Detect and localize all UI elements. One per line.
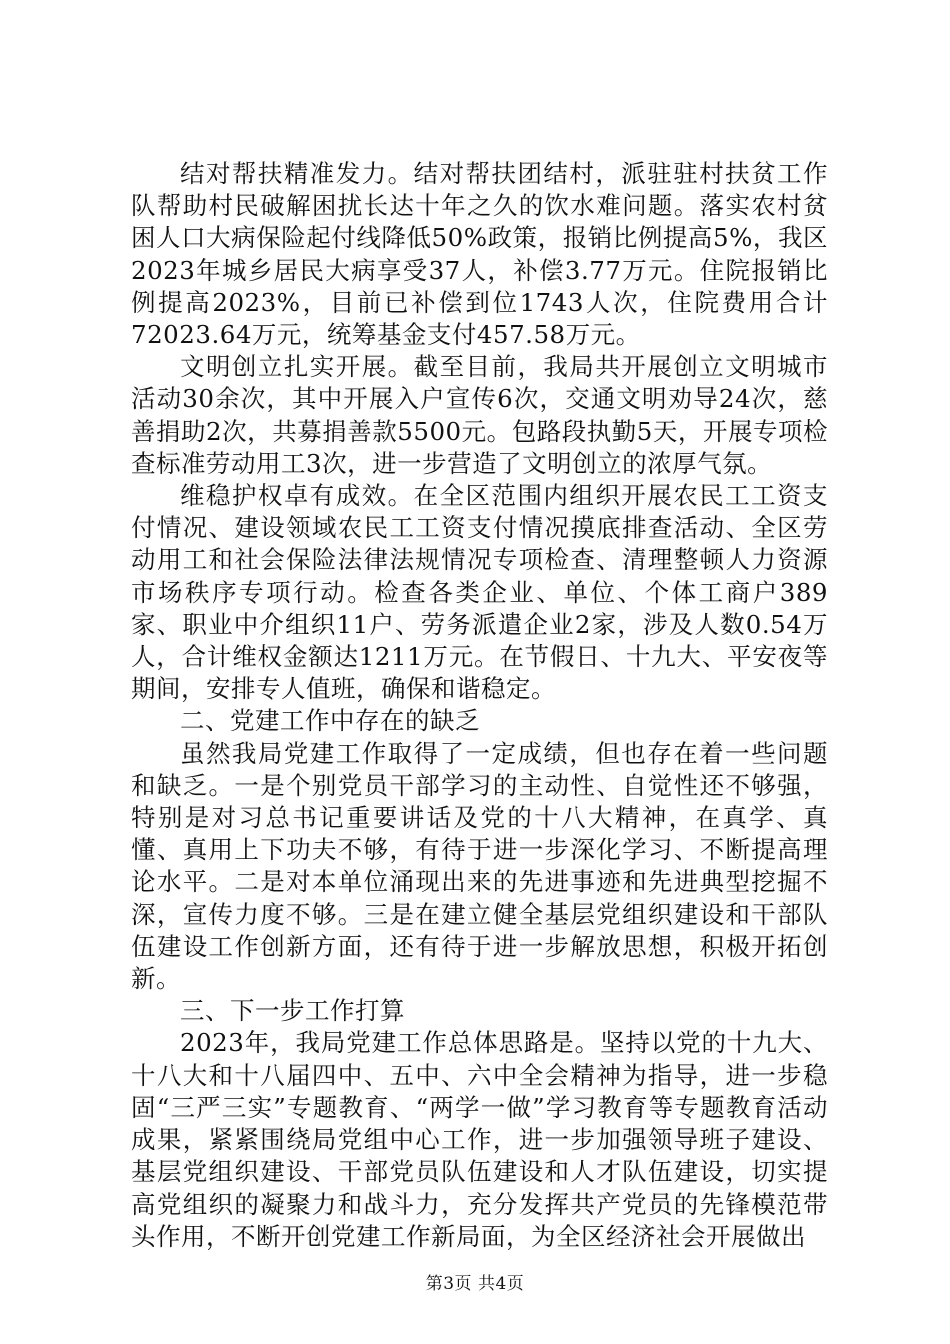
document-body: [131, 158, 828, 1253]
paragraph-civilization-building: 文明创立扎实开展。截至目前，我局共开展创立文明城市活动30余次，其中开展入户宣传6次，交通文明劝导24次，慈善捐助2次，共募捐善款5500元。包路段执勤5天，开展专项检查标准劳动用工3次，进一步营造了文明创立的浓厚气氛。: [131, 352, 828, 478]
section-heading-next-steps: 三、下一步工作打算: [180, 996, 405, 1026]
paragraph-rights-protection: 维稳护权卓有成效。在全区范围内组织开展农民工工资支付情况、建设领域农民工工资支付情况摸底排查活动、全区劳动用工和社会保险法律法规情况专项检查、清理整顿人力资源市场秩序专项行动。检查各类企业、单位、个体工商户389家、职业中介组织11户、劳务派遣企业2家，涉及人数0.54万人，合计维权金额达1211万元。在节假日、十九大、平安夜等期间，安排专人值班，确保和谐稳定。: [131, 481, 828, 704]
paragraph-next-steps: 2023年，我局党建工作总体思路是。坚持以党的十九大、十八大和十八届四中、五中、六中全会精神为指导，进一步稳固“三严三实”专题教育、“两学一做”学习教育等专题教育活动成果，紧紧围绕局党组中心工作，进一步加强领导班子建设、基层党组织建设、干部党员队伍建设和人才队伍建设，切实提高党组织的凝聚力和战斗力，充分发挥共产党员的先锋模范带头作用，不断开创党建工作新局面，为全区经济社会开展做出: [131, 1028, 828, 1251]
page-number-label: 第3页 共4页: [425, 1274, 525, 1294]
section-heading-shortcomings: 二、党建工作中存在的缺乏: [180, 706, 480, 736]
paragraph-poverty-relief: 结对帮扶精准发力。结对帮扶团结村，派驻驻村扶贫工作队帮助村民破解困扰长达十年之久的饮水难问题。落实农村贫困人口大病保险起付线降低50%政策，报销比例提高5%，我区2023年城乡居民大病享受37人，补偿3.77万元。住院报销比例提高2023%，目前已补偿到位1743人次，住院费用合计72023.64万元，统筹基金支付457.58万元。: [131, 159, 828, 350]
page-footer: [0, 1273, 950, 1295]
paragraph-shortcomings: 虽然我局党建工作取得了一定成绩，但也存在着一些问题和缺乏。一是个别党员干部学习的主动性、自觉性还不够强，特别是对习总书记重要讲话及党的十八大精神，在真学、真懂、真用上下功夫不够，有待于进一步深化学习、不断提高理论水平。二是对本单位涌现出来的先进事迹和先进典型挖掘不深，宣传力度不够。三是在建立健全基层党组织建设和干部队伍建设工作创新方面，还有待于进一步解放思想，积极开拓创新。: [131, 738, 828, 994]
